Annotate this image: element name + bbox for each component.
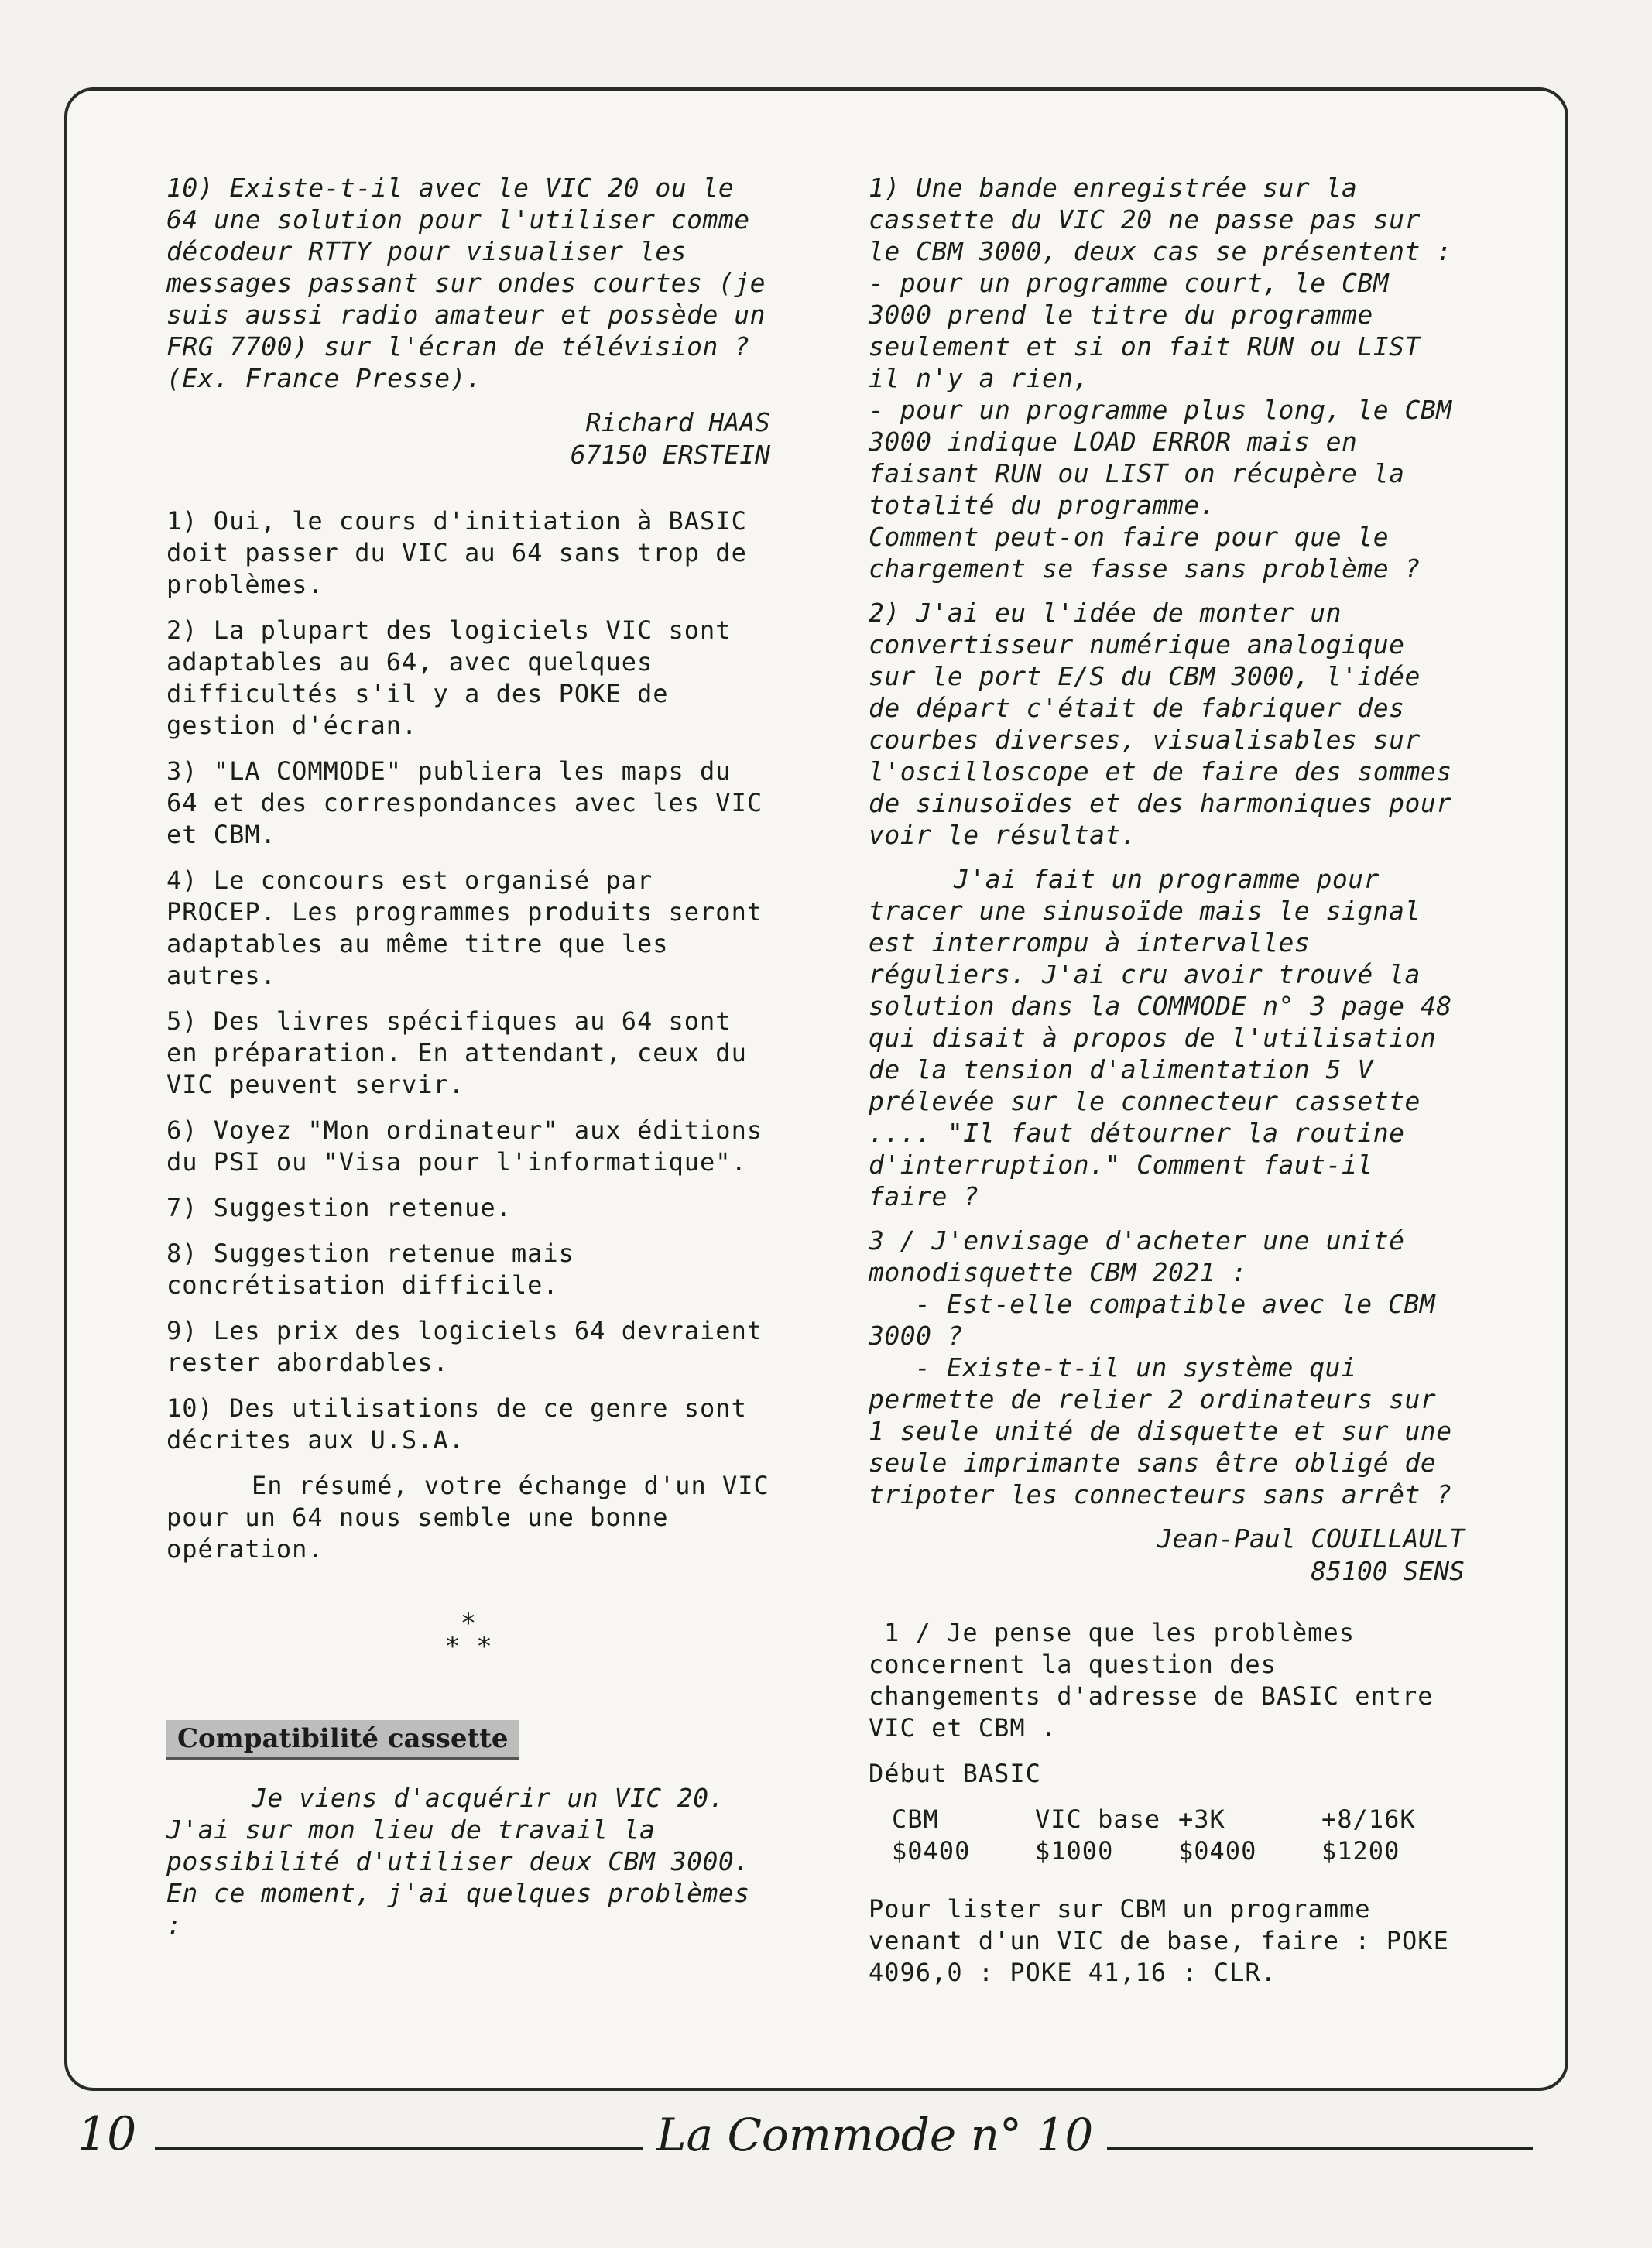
answer-3: 3) "LA COMMODE" publiera les maps du 64 et des correspondances avec les VIC et CBM. bbox=[166, 756, 763, 849]
answer-1: 1) Oui, le cours d'initiation à BASIC doit passer du VIC au 64 sans trop de problèmes. bbox=[166, 506, 747, 599]
table-header: VIC base bbox=[1035, 1804, 1161, 1834]
right-column bbox=[869, 172, 1465, 2003]
summary: En résumé, votre échange d'un VIC pour un 64 nous semble une bonne opération. bbox=[166, 1471, 769, 1564]
question-2-detail: J'ai fait un programme pour tracer une sinusoïde mais le signal est interrompu à intervalles réguliers. J'ai cru avoir trouvé la solution dans la COMMODE n° 3 page 48 qui disait à propos de l'utilisation de la tension d'alimentation 5 V prélevée sur le connecteur cassette .... "Il faut détourner la routine d'interruption." Comment faut-il faire ? bbox=[869, 864, 1452, 1211]
magazine-title: La Commode n° 10 bbox=[643, 2109, 1107, 2161]
basic-address-table bbox=[892, 1804, 1465, 1867]
signature-place: 85100 SENS bbox=[1311, 1556, 1465, 1586]
reader-question-10: 10) Existe-t-il avec le VIC 20 ou le 64 une solution pour l'utiliser comme décodeur RTTY pour visualiser les messages passant sur ondes courtes (je suis aussi radio amateur et possède un FRG 7700) sur l'écran de télévision ? (Ex. France Presse). bbox=[166, 173, 766, 393]
section-heading: Compatibilité cassette bbox=[166, 1720, 519, 1760]
signature-name: Richard HAAS bbox=[585, 407, 770, 437]
question-2: 2) J'ai eu l'idée de monter un convertisseur numérique analogique sur le port E/S du CBM 3000, l'idée de départ c'était de fabriquer des courbes diverses, visualisables sur l'oscilloscope et de faire des sommes de sinusoïdes et des harmoniques pour voir le résultat. bbox=[869, 598, 1452, 850]
signature-haas bbox=[166, 406, 770, 471]
signature-place: 67150 ERSTEIN bbox=[570, 440, 770, 470]
answer-2: 2) La plupart des logiciels VIC sont adaptables au 64, avec quelques difficultés s'il y a des POKE de gestion d'écran. bbox=[166, 615, 732, 740]
question-1-case-a: - pour un programme court, le CBM 3000 prend le titre du programme seulement et si on fait RUN ou LIST il n'y a rien, bbox=[869, 268, 1421, 393]
signature-couillault bbox=[869, 1523, 1465, 1588]
answer-5: 5) Des livres spécifiques au 64 sont en préparation. En attendant, ceux du VIC peuvent servir. bbox=[166, 1006, 747, 1099]
answer-4: 4) Le concours est organisé par PROCEP. Les programmes produits seront adaptables au même titre que les autres. bbox=[166, 865, 763, 990]
signature-name: Jean-Paul COUILLAULT bbox=[1157, 1523, 1465, 1554]
separator-stars-bottom: * * bbox=[444, 1631, 492, 1662]
table-header: +8/16K bbox=[1321, 1804, 1416, 1834]
question-1-case-b: - pour un programme plus long, le CBM 3000 indique LOAD ERROR mais en faisant RUN ou LIST on récupère la totalité du programme. bbox=[869, 395, 1452, 520]
answer-9: 9) Les prix des logiciels 64 devraient rester abordables. bbox=[166, 1316, 763, 1377]
table-cell: $0400 bbox=[1178, 1836, 1257, 1866]
left-column bbox=[166, 172, 770, 1953]
page-footer bbox=[77, 2107, 1556, 2169]
page-number: 10 bbox=[77, 2107, 137, 2161]
answer-10: 10) Des utilisations de ce genre sont décrites aux U.S.A. bbox=[166, 1393, 747, 1455]
section-separator bbox=[166, 1608, 770, 1662]
table-cell: $0400 bbox=[892, 1836, 971, 1866]
table-cell: $1000 bbox=[1035, 1836, 1114, 1866]
reply-1: 1 / Je pense que les problèmes concernent la question des changements d'adresse de BASIC entre VIC et CBM . bbox=[869, 1618, 1434, 1743]
cassette-intro: Je viens d'acquérir un VIC 20. J'ai sur mon lieu de travail la possibilité d'utiliser deux CBM 3000. En ce moment, j'ai quelques problèmes : bbox=[166, 1783, 750, 1940]
question-3-a: - Est-elle compatible avec le CBM 3000 ? bbox=[869, 1289, 1436, 1351]
poke-instructions: Pour lister sur CBM un programme venant d'un VIC de base, faire : POKE 4096,0 : POKE 41,16 : CLR. bbox=[869, 1894, 1449, 1987]
answer-7: 7) Suggestion retenue. bbox=[166, 1193, 512, 1222]
table-header: +3K bbox=[1178, 1804, 1225, 1834]
question-1: 1) Une bande enregistrée sur la cassette du VIC 20 ne passe pas sur le CBM 3000, deux cas se présentent : bbox=[869, 173, 1452, 266]
answer-6: 6) Voyez "Mon ordinateur" aux éditions du PSI ou "Visa pour l'informatique". bbox=[166, 1115, 763, 1177]
question-3-b: - Existe-t-il un système qui permette de relier 2 ordinateurs sur 1 seule unité de disquette et sur une seule imprimante sans être obligé de tripoter les connecteurs sans arrêt ? bbox=[869, 1352, 1452, 1510]
question-3: 3 / J'envisage d'acheter une unité monodisquette CBM 2021 : bbox=[869, 1225, 1405, 1287]
separator-star-top: * bbox=[460, 1608, 477, 1639]
table-cell: $1200 bbox=[1321, 1836, 1400, 1866]
debut-basic-label: Début BASIC bbox=[869, 1759, 1041, 1788]
answer-8: 8) Suggestion retenue mais concrétisation difficile. bbox=[166, 1239, 574, 1300]
question-1-ask: Comment peut-on faire pour que le chargement se fasse sans problème ? bbox=[869, 522, 1421, 584]
table-header: CBM bbox=[892, 1804, 939, 1834]
